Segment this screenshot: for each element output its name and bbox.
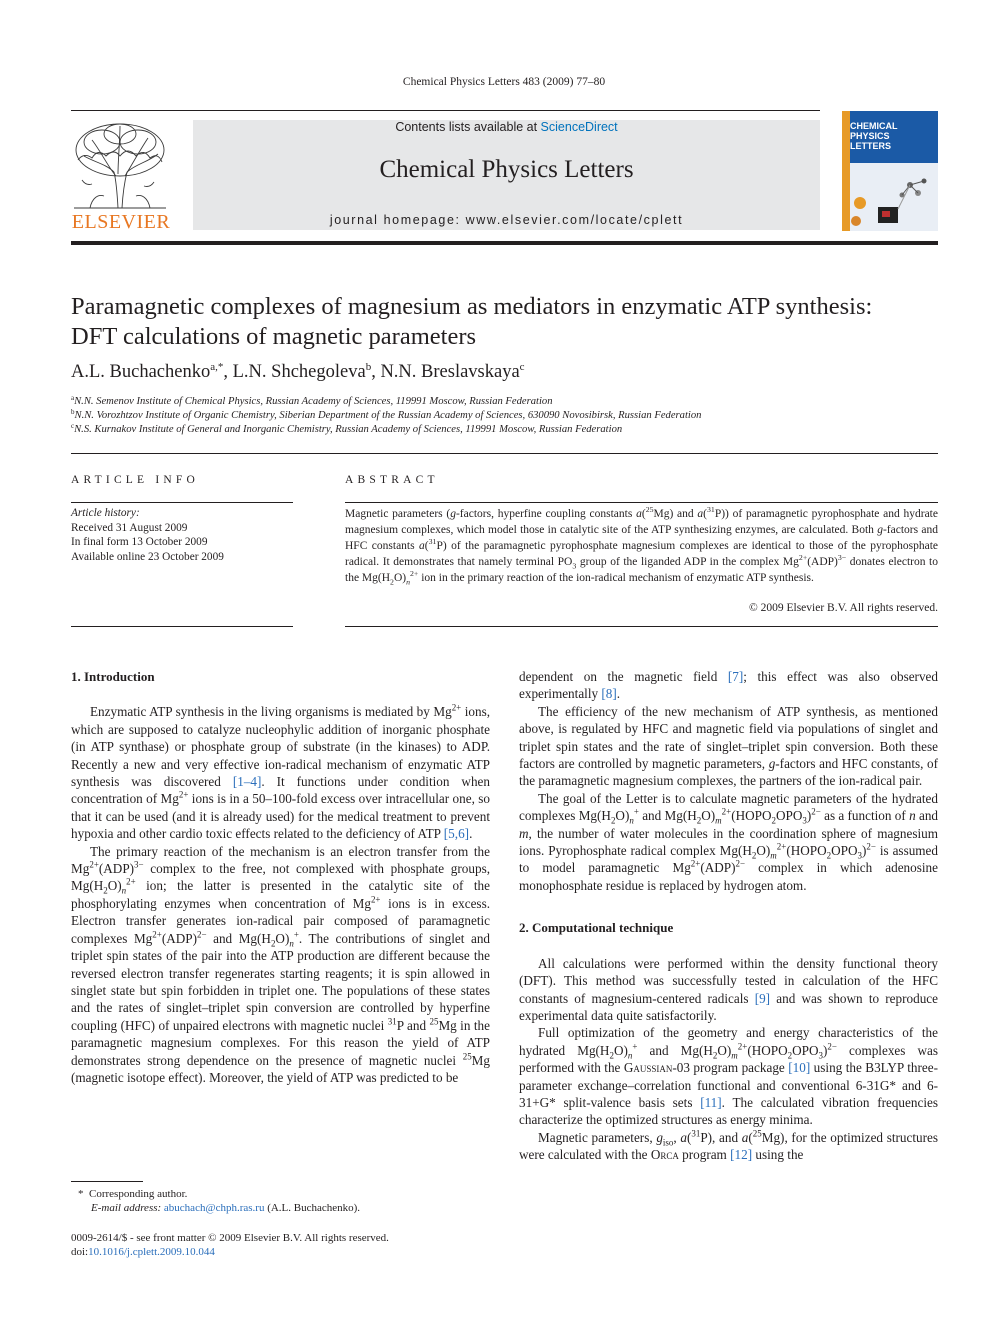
banner-rule-bottom	[71, 241, 938, 245]
header-divider	[71, 453, 938, 454]
citation-link[interactable]: [7]	[727, 669, 744, 684]
issn-line: 0009-2614/$ - see front matter © 2009 Elsevier B.V. All rights reserved.	[71, 1232, 389, 1244]
section-heading: 1. Introduction	[71, 669, 155, 684]
paragraph: Enzymatic ATP synthesis in the living organisms is mediated by $Mg^{2+}$ ions, which are supposed to catalyze nucleophylic addition of inorganic phosphate (in ATP synthase) or phosphate group of substrate (in the kinases) to ADP. Recently a new and very effective ion-radical mechanism of enzymatic ATP synthesis was discovered [1–4]. It functions under condition when concentration of $Mg^{2+}$ ions is in a 50–100-fold excess over intracellular one, so that it can be used (and it is already used) for the medical treatment to prevent hypoxia and other cardio toxic effects related to the deficiency of ATP [5,6].	[71, 703, 491, 842]
sciencedirect-link[interactable]: ScienceDirect	[540, 120, 618, 134]
paragraph: The primary reaction of the mechanism is an electron transfer from the $Mg^{2+}(ADP)^{3-}$ complex to the free, not complexed with phosphate groups, $Mg(H_2O)_n^{2+}$ ion; the latter is presented in the catalytic site of the phosphorylating enzymes when concentration of $Mg^{2+}$ ions is in excess. Electron transfer generates ion-radical pair composed of paramagnetic complexes $Mg^{2+}(ADP)^{2-}$ and $Mg(H_2O)_n^+$. The contributions of singlet and triplet spin states of the pair into the ATP production are different because the reversed electron transfer regenerates starting reagents; it is spin allowed in singlet state but spin forbidden in triplet one. The populations of these states and the rates of singlet–triplet spin conversion are controlled by hyperfine coupling (HFC) of unpaired electrons with magnetic nuclei $^{31}$P and $^{25}$Mg in the paramagnetic magnesium complexes. For this reason the yield of ATP demonstrates strong dependence on the presence of magnetic nuclei $^{25}$Mg (magnetic isotope effect). Moreover, the yield of ATP was predicted to be	[71, 843, 491, 1085]
citation-link[interactable]: [9]	[754, 990, 771, 1006]
citation-link[interactable]: [12]	[730, 1147, 753, 1163]
journal-name: Chemical Physics Letters	[379, 156, 634, 183]
right-column	[519, 668, 938, 1164]
abstract-text: Magnetic parameters (g-factors, hyperfine coupling constants a($^{25}$Mg) and a($^{31}$P)) of paramagnetic pyrophosphate and hydrate magnesium complexes, which model those in catalytic site of the ATP synthesizing enzymes, are calculated. Both g-factors and HFC constants a($^{31}$P) of the paramagnetic pyrophosphate magnesium complexes are identical to those of the pyrophosphate radical. It demonstrates that namely terminal $PO_3$ group of the liganded ADP in the complex $Mg^{2+}(ADP)^{3-}$ donates electron to the $Mg(H_2O)_n^{2+}$ ion in the primary reaction of the ion-radical mechanism of enzymatic ATP synthesis.	[345, 505, 938, 587]
paragraph: Full optimization of the geometry and energy characteristics of the hydrated $Mg(H_2O)_n^+$ and $Mg(H_2O)_m^{2+}(HOPO_2OPO_3)^{2-}$ complexes was performed with the Gaussian-03 program package [10] using the B3LYP three-parameter exchange–correlation functional and conventional 6-31G* and 6-31+G* split-valence basis sets [11]. The calculated vibration frequencies characterize the optimized structures as energy minima.	[519, 1025, 939, 1128]
paragraph: All calculations were performed within the density functional theory (DFT). This method was successfully tested in calculation of the HFC constants of magnesium-centered radicals [9] and was shown to reproduce experimental data quite satisfactorily.	[519, 955, 938, 1023]
author-mark[interactable]: a,*	[210, 361, 224, 373]
abstract-copyright: © 2009 Elsevier B.V. All rights reserved.	[749, 602, 938, 614]
doi-link[interactable]: 10.1016/j.cplett.2009.10.044	[88, 1246, 215, 1258]
doi-line: doi:10.1016/j.cplett.2009.10.044	[71, 1246, 215, 1258]
elsevier-logo[interactable]	[70, 120, 172, 232]
citation-link[interactable]: [5,6]	[443, 826, 470, 842]
email-link[interactable]: abuchach@chph.ras.ru	[163, 1202, 265, 1214]
cover-title: CHEMICAL PHYSICS LETTERS	[850, 121, 898, 151]
author-list: A.L. Buchachenko$^{a,*}$, L.N. Shchegoleva$^b$, N.N. Breslavskaya$^c$	[71, 361, 525, 382]
affiliation: $^a$N.N. Semenov Institute of Chemical Physics, Russian Academy of Sciences, 119991 Moscow, Russian Federation	[71, 394, 553, 407]
article-title: Paramagnetic complexes of magnesium as mediators in enzymatic ATP synthesis: DFT calculations of magnetic parameters	[71, 293, 873, 350]
contents-prefix: Contents lists available at	[395, 120, 541, 134]
citation-link[interactable]: [10]	[788, 1060, 811, 1076]
banner-rule-top	[71, 110, 820, 111]
journal-homepage[interactable]: journal homepage: www.elsevier.com/locate/cplett	[329, 213, 684, 227]
elsevier-tree-icon	[70, 120, 170, 212]
cover-strip	[842, 111, 850, 231]
paragraph: The efficiency of the new mechanism of ATP synthesis, as mentioned above, is regulated by HFC and magnetic field via populations of singlet and triplet spin states and the rate of singlet–triplet spin conversion. Both these factors are controlled by magnetic parameters, g-factors and HFC constants, of the paramagnetic magnesium complexes, the partners of the ion-radical pair.	[519, 703, 938, 789]
paragraph: The goal of the Letter is to calculate magnetic parameters of the hydrated complexes $Mg(H_2O)_n^+$ and $Mg(H_2O)_m^{2+}(HOPO_2OPO_3)^{2-}$ as a function of n and m, the number of water molecules in the coordination sphere of magnesium ions. Pyrophosphate radical complex $Mg(H_2O)_m^{2+}(HOPO_2OPO_3)^{2-}$ is assumed to model paramagnetic $Mg^{2+}(ADP)^{2-}$ complex in which adenosine monophosphate residue is replaced by hydrogen atom.	[519, 790, 939, 893]
journal-citation: Chemical Physics Letters 483 (2009) 77–80	[402, 76, 606, 88]
article-info-heading: ARTICLE INFO	[71, 474, 199, 486]
elsevier-wordmark: ELSEVIER	[71, 211, 171, 233]
paragraph: Magnetic parameters, $g_{iso}$, a($^{31}$P), and a($^{25}$Mg), for the optimized structures were calculated with the Orca program [12] using the	[519, 1128, 938, 1163]
journal-cover-image[interactable]	[842, 111, 938, 231]
affiliation: $^c$N.S. Kurnakov Institute of General and Inorganic Chemistry, Russian Academy of Sciences, 119991 Moscow, Russian Federation	[71, 422, 623, 435]
author-name[interactable]: L.N. Shchegoleva	[232, 362, 366, 382]
citation-link[interactable]: [1–4]	[232, 774, 262, 790]
article-info-rule	[71, 502, 293, 503]
contents-availability	[193, 120, 820, 134]
corresponding-footnote: * Corresponding author.	[78, 1188, 188, 1200]
citation-link[interactable]: [8]	[601, 686, 617, 702]
cover-illustration	[850, 163, 938, 231]
author-mark[interactable]: b	[365, 361, 372, 373]
author-mark[interactable]: c	[519, 361, 525, 373]
email-footnote: E-mail address: abuchach@chph.ras.ru (A.L. Buchachenko).	[91, 1202, 361, 1214]
section-heading: 2. Computational technique	[519, 920, 674, 936]
left-column	[71, 668, 490, 1086]
paragraph: dependent on the magnetic field [7]; this effect was also observed experimentally [8].	[519, 669, 938, 702]
author-name[interactable]: N.N. Breslavskaya	[380, 362, 520, 382]
citation-link[interactable]: [11]	[700, 1094, 722, 1110]
abstract-heading: ABSTRACT	[345, 474, 439, 486]
abstract-bottom-rule	[345, 626, 938, 627]
article-history: Article history: Received 31 August 2009 In final form 13 October 2009 Available online 23 October 2009	[71, 507, 224, 563]
footnote-rule	[71, 1181, 143, 1182]
author-name[interactable]: A.L. Buchachenko	[71, 362, 211, 382]
abstract-rule	[345, 502, 938, 503]
article-info-bottom-rule	[71, 626, 293, 627]
affiliation: $^b$N.N. Vorozhtzov Institute of Organic Chemistry, Siberian Department of the Russian Academy of Sciences, 630090 Novosibirsk, Russian Federation	[71, 408, 702, 421]
